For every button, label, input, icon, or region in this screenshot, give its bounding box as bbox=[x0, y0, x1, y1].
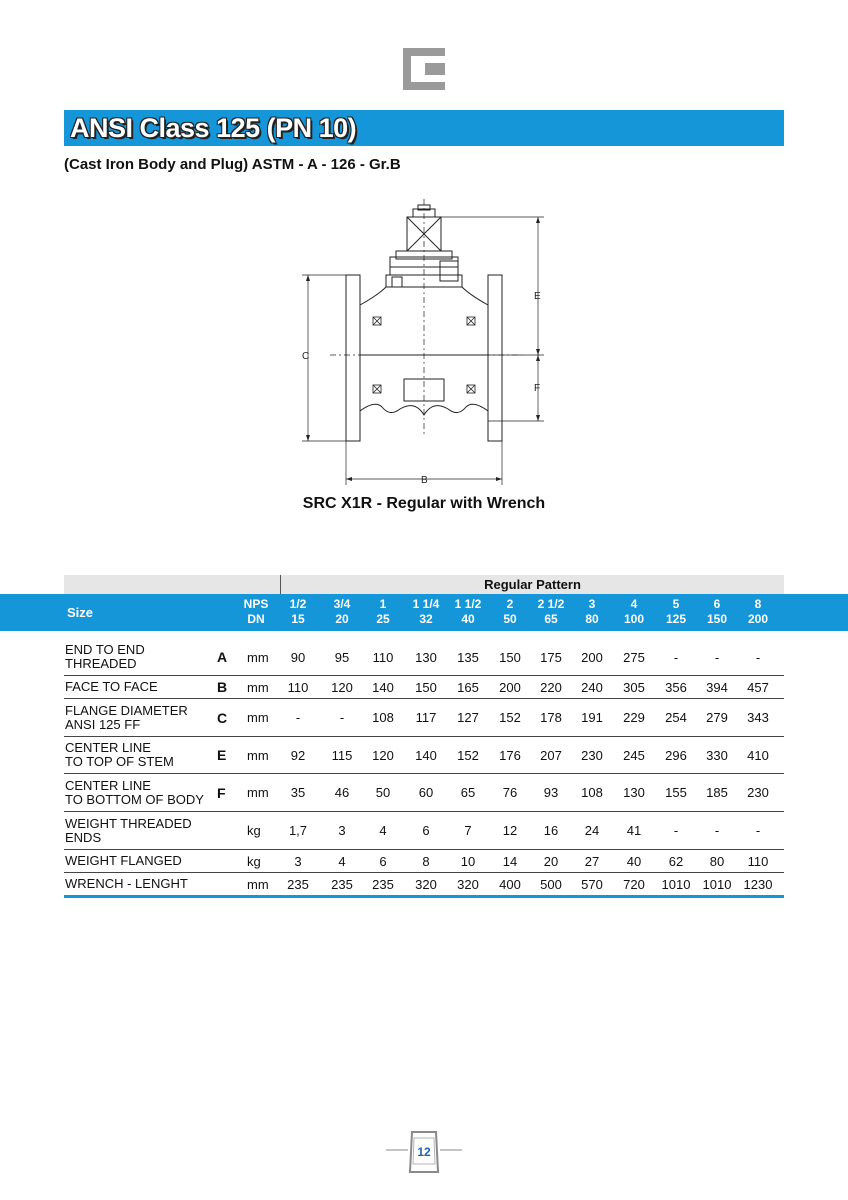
table-cell: 117 bbox=[415, 710, 437, 725]
row-label: CENTER LINE TO TOP OF STEM bbox=[65, 740, 174, 769]
page-number-tab bbox=[384, 1130, 464, 1174]
table-cell: 60 bbox=[418, 785, 434, 800]
table-cell: 8 bbox=[422, 853, 430, 869]
table-cell: 80 bbox=[709, 853, 725, 869]
dimension-letter bbox=[217, 850, 231, 872]
table-cell: - bbox=[755, 823, 761, 838]
table-cell: 305 bbox=[623, 679, 645, 695]
table-cell: 7 bbox=[464, 823, 472, 838]
dn-size-5: 50 bbox=[503, 612, 517, 626]
table-cell: 191 bbox=[581, 710, 603, 725]
row-label: WEIGHT FLANGED bbox=[65, 853, 182, 868]
table-cell: 230 bbox=[747, 785, 769, 800]
table-cell: 320 bbox=[415, 876, 437, 892]
table-header bbox=[0, 594, 848, 631]
nps-size-6: 2 1/2 bbox=[537, 597, 565, 611]
table-row bbox=[64, 676, 784, 699]
table-cell: - bbox=[755, 649, 761, 665]
page-number: 12 bbox=[417, 1145, 431, 1159]
table-cell: 1010 bbox=[661, 876, 691, 892]
table-cell: 200 bbox=[499, 679, 521, 695]
table-cell: 235 bbox=[372, 876, 394, 892]
table-cell: 20 bbox=[543, 853, 559, 869]
table-cell: 3 bbox=[294, 853, 302, 869]
table-cell: 10 bbox=[460, 853, 476, 869]
table-cell: 3 bbox=[338, 823, 346, 838]
table-cell: 330 bbox=[706, 747, 728, 763]
table-cell: 1230 bbox=[743, 876, 773, 892]
table-cell: 720 bbox=[623, 876, 645, 892]
dim-label-c: C bbox=[302, 351, 310, 362]
table-cell: 178 bbox=[540, 710, 562, 725]
table-cell: 93 bbox=[543, 785, 559, 800]
nps-size-0: 1/2 bbox=[289, 597, 307, 611]
table-row bbox=[64, 850, 784, 873]
table-cell: 165 bbox=[457, 679, 479, 695]
table-cell: 229 bbox=[623, 710, 645, 725]
table-cell: 130 bbox=[415, 649, 437, 665]
table-cell: 6 bbox=[379, 853, 387, 869]
table-cell: 207 bbox=[540, 747, 562, 763]
table-cell: 150 bbox=[415, 679, 437, 695]
table-cell: 41 bbox=[626, 823, 642, 838]
dn-size-3: 32 bbox=[419, 612, 433, 626]
dn-size-8: 100 bbox=[623, 612, 645, 626]
unit: kg bbox=[247, 823, 261, 838]
valve-drawing bbox=[290, 195, 560, 490]
dn-size-10: 150 bbox=[706, 612, 728, 626]
unit: mm bbox=[247, 785, 269, 800]
table-cell: 27 bbox=[584, 853, 600, 869]
table-cell: 127 bbox=[457, 710, 479, 725]
table-cell: 152 bbox=[499, 710, 521, 725]
nps-size-7: 3 bbox=[588, 597, 596, 611]
size-label: Size bbox=[67, 605, 94, 620]
table-cell: 65 bbox=[460, 785, 476, 800]
table-cell: 4 bbox=[379, 823, 387, 838]
nps-size-11: 8 bbox=[754, 597, 762, 611]
row-label: FACE TO FACE bbox=[65, 679, 158, 694]
unit: mm bbox=[247, 679, 269, 695]
title-banner bbox=[64, 110, 784, 146]
dn-size-7: 80 bbox=[585, 612, 599, 626]
table-row bbox=[64, 639, 784, 676]
unit: kg bbox=[247, 853, 261, 869]
table-cell: 115 bbox=[331, 747, 353, 763]
drawing-caption: SRC X1R - Regular with Wrench bbox=[302, 495, 546, 512]
table-cell: 110 bbox=[747, 853, 769, 869]
table-cell: 570 bbox=[581, 876, 603, 892]
row-label: WRENCH - LENGHT bbox=[65, 876, 188, 891]
table-cell: 176 bbox=[499, 747, 521, 763]
row-label: CENTER LINE TO BOTTOM OF BODY bbox=[65, 777, 204, 807]
dimension-letter bbox=[217, 873, 231, 895]
unit: mm bbox=[247, 649, 269, 665]
table-cell: 62 bbox=[668, 853, 684, 869]
table-cell: - bbox=[295, 710, 301, 725]
table-cell: 24 bbox=[584, 823, 600, 838]
dn-label: DN bbox=[247, 612, 265, 626]
table-cell: 110 bbox=[287, 679, 309, 695]
dn-size-11: 200 bbox=[747, 612, 769, 626]
group-header bbox=[64, 575, 784, 594]
table-cell: 95 bbox=[334, 649, 350, 665]
row-label: WEIGHT THREADED ENDS bbox=[65, 815, 192, 845]
table-cell: 235 bbox=[331, 876, 353, 892]
dn-size-2: 25 bbox=[376, 612, 390, 626]
dimension-letter: F bbox=[217, 784, 226, 801]
table-cell: 320 bbox=[457, 876, 479, 892]
dim-label-b: B bbox=[421, 475, 428, 486]
table-cell: 500 bbox=[540, 876, 562, 892]
table-cell: 120 bbox=[372, 747, 394, 763]
dn-size-4: 40 bbox=[461, 612, 475, 626]
table-cell: 400 bbox=[499, 876, 521, 892]
table-row bbox=[64, 737, 784, 774]
dim-label-f: F bbox=[534, 383, 541, 394]
table-cell: 356 bbox=[665, 679, 687, 695]
unit: mm bbox=[247, 710, 269, 725]
table-cell: - bbox=[673, 823, 679, 838]
dim-label-e: E bbox=[534, 291, 541, 302]
table-cell: - bbox=[673, 649, 679, 665]
table-cell: 130 bbox=[623, 785, 645, 800]
company-logo bbox=[403, 48, 445, 90]
table-cell: 92 bbox=[290, 747, 306, 763]
dn-size-9: 125 bbox=[665, 612, 687, 626]
dimension-letter: C bbox=[217, 709, 228, 726]
table-cell: 240 bbox=[581, 679, 603, 695]
unit: mm bbox=[247, 876, 269, 892]
group-label: Regular Pattern bbox=[484, 577, 581, 592]
table-cell: 155 bbox=[665, 785, 687, 800]
row-label: END TO END THREADED bbox=[65, 642, 145, 671]
table-cell: 343 bbox=[747, 710, 769, 725]
nps-size-10: 6 bbox=[713, 597, 721, 611]
table-body bbox=[64, 639, 784, 898]
nps-size-4: 1 1/2 bbox=[454, 597, 482, 611]
table-cell: 410 bbox=[747, 747, 769, 763]
table-row bbox=[64, 873, 784, 898]
page-title: ANSI Class 125 (PN 10) bbox=[70, 113, 357, 143]
table-cell: 90 bbox=[290, 649, 306, 665]
table-cell: 120 bbox=[331, 679, 353, 695]
table-cell: 40 bbox=[626, 853, 642, 869]
table-cell: 110 bbox=[372, 649, 394, 665]
table-cell: 152 bbox=[457, 747, 479, 763]
table-cell: 16 bbox=[543, 823, 559, 838]
table-row bbox=[64, 699, 784, 737]
table-cell: - bbox=[714, 649, 720, 665]
table-cell: - bbox=[714, 823, 720, 838]
dimension-letter: A bbox=[217, 649, 228, 665]
table-cell: 1010 bbox=[702, 876, 732, 892]
table-row bbox=[64, 812, 784, 850]
dimension-letter: B bbox=[217, 679, 228, 695]
table-row bbox=[64, 774, 784, 812]
table-cell: 254 bbox=[665, 710, 687, 725]
nps-label: NPS bbox=[243, 597, 269, 611]
row-label: FLANGE DIAMETER ANSI 125 FF bbox=[65, 702, 188, 732]
nps-size-1: 3/4 bbox=[333, 597, 351, 611]
table-cell: 140 bbox=[372, 679, 394, 695]
table-cell: 46 bbox=[334, 785, 350, 800]
nps-size-9: 5 bbox=[672, 597, 680, 611]
dimension-letter: E bbox=[217, 747, 227, 763]
nps-size-5: 2 bbox=[506, 597, 514, 611]
nps-size-8: 4 bbox=[630, 597, 638, 611]
table-cell: 14 bbox=[502, 853, 518, 869]
nps-size-3: 1 1/4 bbox=[412, 597, 440, 611]
table-cell: 6 bbox=[422, 823, 430, 838]
table-cell: 50 bbox=[375, 785, 391, 800]
table-cell: 4 bbox=[338, 853, 346, 869]
table-cell: 108 bbox=[372, 710, 394, 725]
table-cell: 245 bbox=[623, 747, 645, 763]
table-cell: 457 bbox=[747, 679, 769, 695]
table-cell: 135 bbox=[457, 649, 479, 665]
dn-size-1: 20 bbox=[335, 612, 349, 626]
table-cell: 275 bbox=[623, 649, 645, 665]
table-cell: 150 bbox=[499, 649, 521, 665]
page-subtitle: (Cast Iron Body and Plug) ASTM - A - 126 - Gr.B bbox=[64, 156, 401, 173]
table-cell: 394 bbox=[706, 679, 728, 695]
nps-size-2: 1 bbox=[379, 597, 387, 611]
table-cell: - bbox=[339, 710, 345, 725]
table-cell: 230 bbox=[581, 747, 603, 763]
table-cell: 279 bbox=[706, 710, 728, 725]
table-cell: 108 bbox=[581, 785, 603, 800]
table-cell: 35 bbox=[290, 785, 306, 800]
table-cell: 220 bbox=[540, 679, 562, 695]
table-cell: 1,7 bbox=[288, 823, 308, 838]
dn-size-6: 65 bbox=[544, 612, 558, 626]
table-cell: 200 bbox=[581, 649, 603, 665]
table-cell: 296 bbox=[665, 747, 687, 763]
table-cell: 140 bbox=[415, 747, 437, 763]
table-cell: 185 bbox=[706, 785, 728, 800]
table-cell: 12 bbox=[502, 823, 518, 838]
table-cell: 235 bbox=[287, 876, 309, 892]
table-cell: 76 bbox=[502, 785, 518, 800]
table-cell: 175 bbox=[540, 649, 562, 665]
dimension-letter bbox=[217, 812, 231, 849]
dn-size-0: 15 bbox=[291, 612, 305, 626]
unit: mm bbox=[247, 747, 269, 763]
